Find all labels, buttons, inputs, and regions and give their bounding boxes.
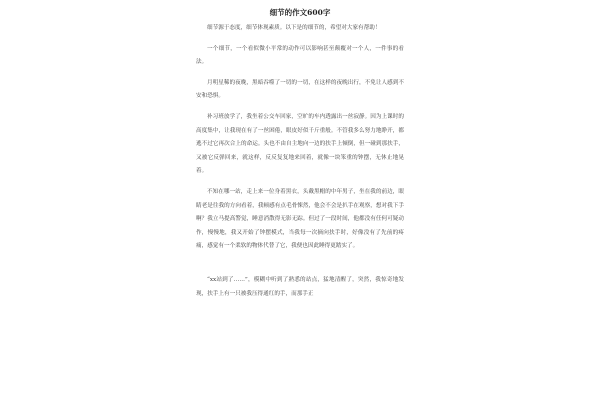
- essay-article: [196, 8, 404, 308]
- essay-paragraph-4: 补习班放学了，我坐着公交车回家，空旷的车内透露出一丝寂静。因为上课时的高度集中，让我现在有了一丝困倦，眼皮好似千斤重般。不管我多么努力地睁开，都逃不过它再次合上的命运。头也不由自主地向一边的扶手上倾倒，但一碰到那扶手，又被它反弹回来，就这样，反反复复地来回着，就像一块笨重的钟摆，无休止地晃着。: [196, 113, 404, 175]
- essay-title: 细节的作文600字: [269, 8, 331, 17]
- essay-paragraph-1: 细节源于态度，细节体现素质。以下是的细节的，希望对大家有帮助！: [207, 25, 381, 31]
- essay-paragraph-3: 月明星稀的夜晚，黑暗吞噬了一切的一切，在这样的夜晚出行，不免让人感到不安和恐惧。: [196, 79, 404, 100]
- essay-paragraph-6: “xx站到了……”，模糊中听到了熟悉的站点，猛地清醒了，突然，我惊奇地发现，扶手上有一只被我压得通红的手，而那手正: [196, 276, 404, 297]
- essay-paragraph-5: 不知在哪一站，走上来一位身着黑衣，头戴黑帽的中年男子，坐在我的前边，眼睛老是往我的方向看着，我顿感有点毛骨悚然，他会不会是扒手在观察，想对我下手啊？我立马提高警觉，睡意消散得无影无踪。但过了一段时间，他都没有任何可疑动作，慢慢地，我又开始了钟摆模式，当我每一次摘向扶手时，好像没有了先前的疼痛，感觉有一个柔软的物体代替了它，我便也因此睡得更踏实了。: [196, 188, 404, 250]
- essay-paragraph-2: 一个细节，一个看似微小平常的动作可以影响甚至颠覆对一个人，一件事的看法。: [196, 45, 404, 66]
